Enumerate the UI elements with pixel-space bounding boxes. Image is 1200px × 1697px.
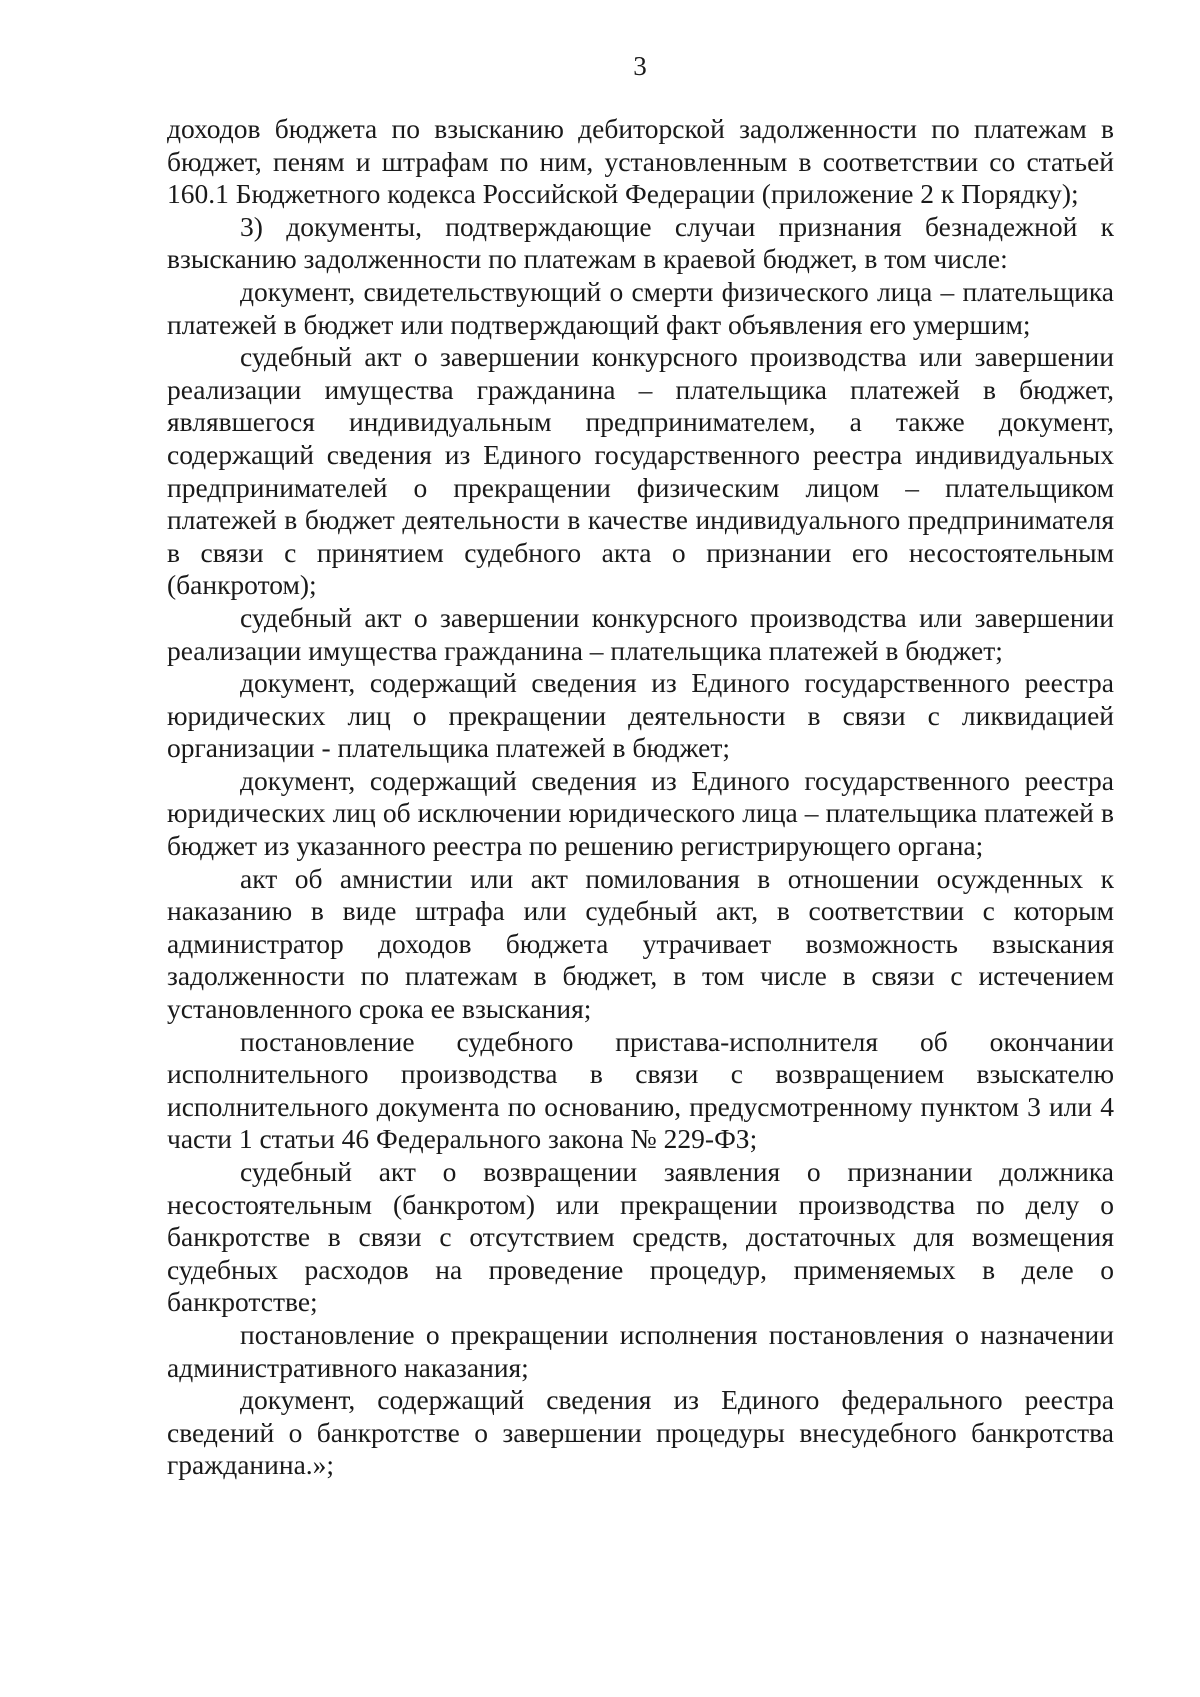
paragraph: судебный акт о завершении конкурсного производства или завершении реализации имущества гражданина – плательщика платежей в бюджет; (167, 601, 1114, 666)
paragraph: постановление судебного пристава-исполнителя об окончании исполнительного производства в связи с возвращением взыскателю исполнительного документа по основанию, предусмотренному пунктом 3 или 4 части 1 статьи 46 Федерального закона № 229-ФЗ; (167, 1025, 1114, 1155)
paragraph: судебный акт о возвращении заявления о признании должника несостоятельным (банкротом) или прекращении производства по делу о банкротстве в связи с отсутствием средств, достаточных для возмещения судебных расходов на проведение процедур, применяемых в деле о банкротстве; (167, 1156, 1114, 1318)
paragraph: акт об амнистии или акт помилования в отношении осужденных к наказанию в виде штрафа или судебный акт, в соответствии с которым администратор доходов бюджета утрачивает возможность взыскания задолженности по платежам в бюджет, в том числе в связи с истечением установленного срока ее взыскания; (167, 862, 1114, 1025)
document-body (167, 113, 1114, 1482)
paragraph: 3) документы, подтверждающие случаи признания безнадежной к взысканию задолженности по платежам в краевой бюджет, в том числе: (167, 210, 1114, 275)
paragraph: доходов бюджета по взысканию дебиторской задолженности по платежам в бюджет, пеням и штрафам по ним, установленным в соответствии со статьей 160.1 Бюджетного кодекса Российской Федерации (приложение 2 к Порядку); (167, 113, 1114, 210)
paragraph: документ, содержащий сведения из Единого государственного реестра юридических лиц об исключении юридического лица – плательщика платежей в бюджет из указанного реестра по решению регистрирующего органа; (167, 764, 1114, 862)
paragraph: документ, свидетельствующий о смерти физического лица – плательщика платежей в бюджет или подтверждающий факт объявления его умершим; (167, 275, 1114, 340)
paragraph: постановление о прекращении исполнения постановления о назначении административного наказания; (167, 1318, 1114, 1383)
paragraph: документ, содержащий сведения из Единого федерального реестра сведений о банкротстве о завершении процедуры внесудебного банкротства гражданина.»; (167, 1384, 1114, 1481)
paragraph: документ, содержащий сведения из Единого государственного реестра юридических лиц о прекращении деятельности в связи с ликвидацией организации - плательщика платежей в бюджет; (167, 667, 1114, 764)
paragraph: судебный акт о завершении конкурсного производства или завершении реализации имущества гражданина – плательщика платежей в бюджет, являвшегося индивидуальным предпринимателем, а также документ, содержащий сведения из Единого государственного реестра индивидуальных предпринимателей о прекращении физическим лицом – плательщиком платежей в бюджет деятельности в качестве индивидуального предпринимателя в связи с принятием судебного акта о признании его несостоятельным (банкротом); (167, 341, 1114, 601)
page-number: 3 (633, 51, 647, 81)
